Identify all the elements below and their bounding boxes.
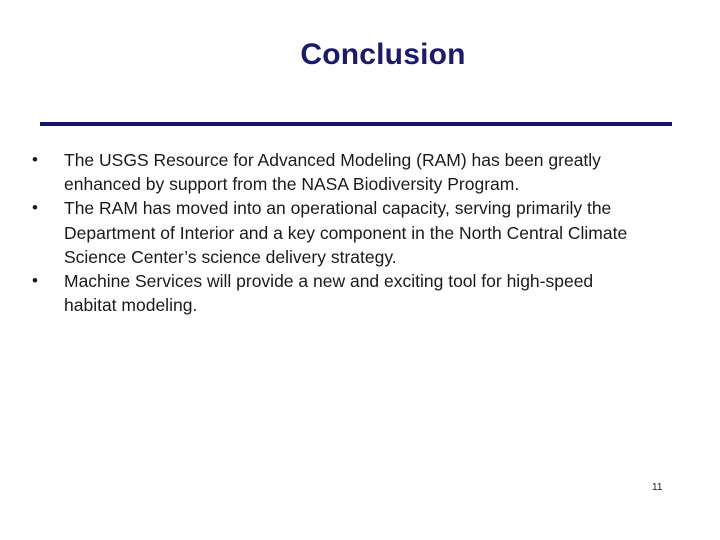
bullet-item <box>30 148 650 196</box>
page-number: 11 <box>652 482 663 493</box>
title-divider <box>40 122 672 126</box>
bullet-marker: • <box>32 198 38 218</box>
bullet-marker: • <box>32 150 38 169</box>
bullet-item <box>30 196 650 269</box>
bullet-text: The USGS Resource for Advanced Modeling (RAM) has been greatly enhanced by support from the NASA Biodiversity Program. <box>64 150 601 195</box>
bullet-item <box>30 269 650 317</box>
bullet-text: The RAM has moved into an operational capacity, serving primarily the Department of Interior and a key component in the North Central Climate Science Center’s science delivery strategy. <box>64 198 628 267</box>
bullet-marker: • <box>32 271 38 291</box>
bullet-text: Machine Services will provide a new and exciting tool for high-speed habitat modeling. <box>64 271 594 316</box>
slide-title: Conclusion <box>300 38 466 71</box>
bullet-list <box>30 148 650 317</box>
